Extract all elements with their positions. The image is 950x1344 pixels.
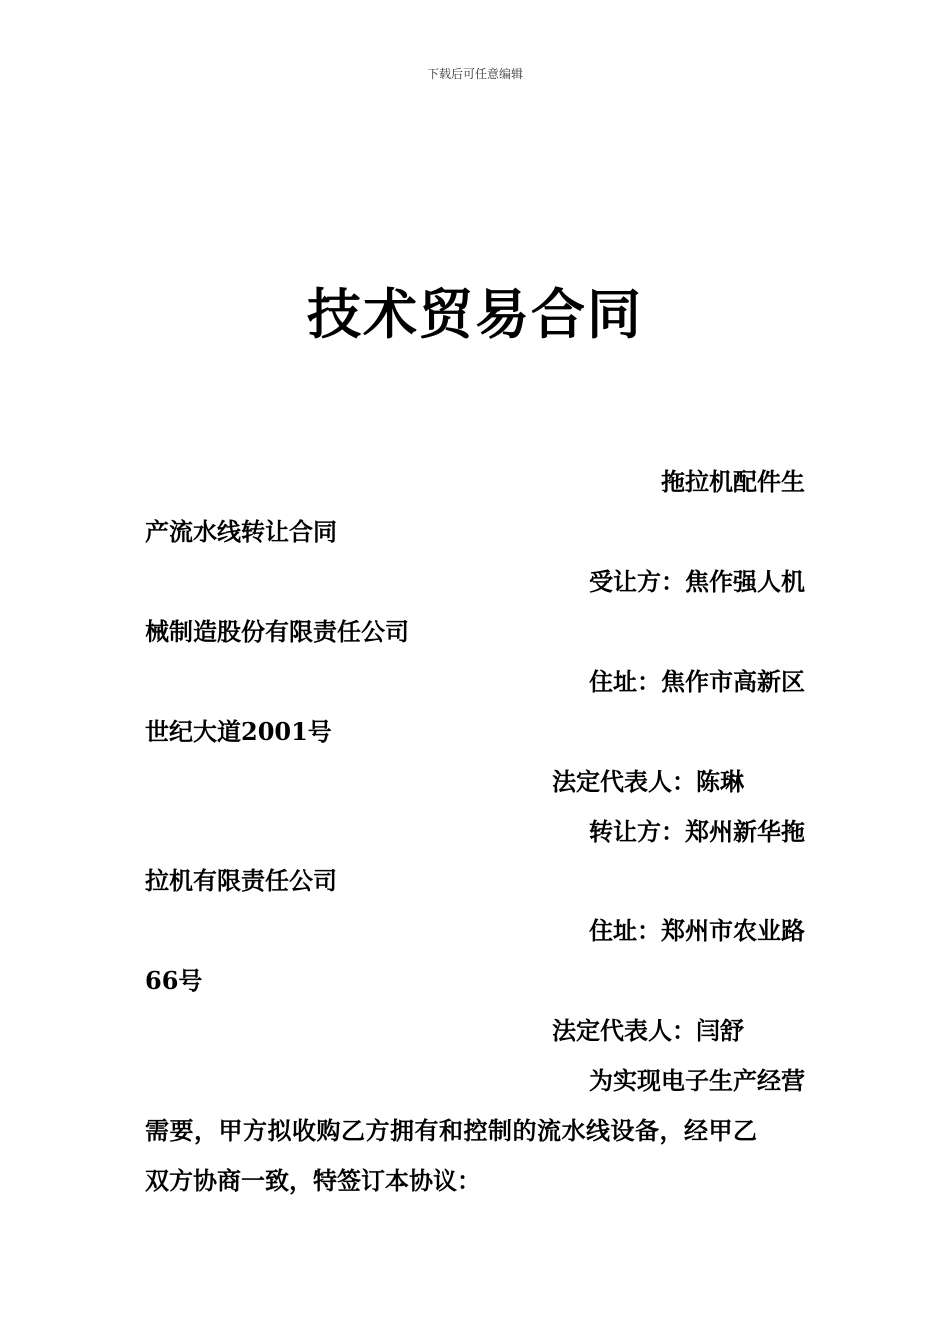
transferee-line-1: 受让方：焦作强人机 — [589, 567, 805, 596]
document-title: 技术贸易合同 — [307, 282, 643, 346]
transferor-line-1: 转让方：郑州新华拖 — [589, 817, 805, 846]
preamble-line-1: 为实现电子生产经营 — [589, 1066, 805, 1095]
preamble-line-3: 双方协商一致，特签订本协议： — [145, 1166, 481, 1195]
preamble-line-2: 需要，甲方拟收购乙方拥有和控制的流水线设备，经甲乙 — [145, 1116, 758, 1145]
transferor-address-line-2: 66号 — [145, 966, 203, 995]
transferor-representative: 法定代表人：闫舒 — [552, 1016, 744, 1045]
transferee-address-line-1: 住址：焦作市高新区 — [589, 667, 805, 696]
transferor-line-2: 拉机有限责任公司 — [145, 866, 337, 895]
contract-name-line-1: 拖拉机配件生 — [661, 467, 805, 496]
transferee-line-2: 械制造股份有限责任公司 — [145, 617, 409, 646]
transferee-representative: 法定代表人：陈琳 — [552, 767, 744, 796]
transferee-address-line-2: 世纪大道2001号 — [145, 717, 332, 746]
transferor-address-line-1: 住址：郑州市农业路 — [589, 916, 805, 945]
contract-name-line-2: 产流水线转让合同 — [145, 517, 337, 546]
header-note: 下载后可任意编辑 — [426, 67, 523, 81]
